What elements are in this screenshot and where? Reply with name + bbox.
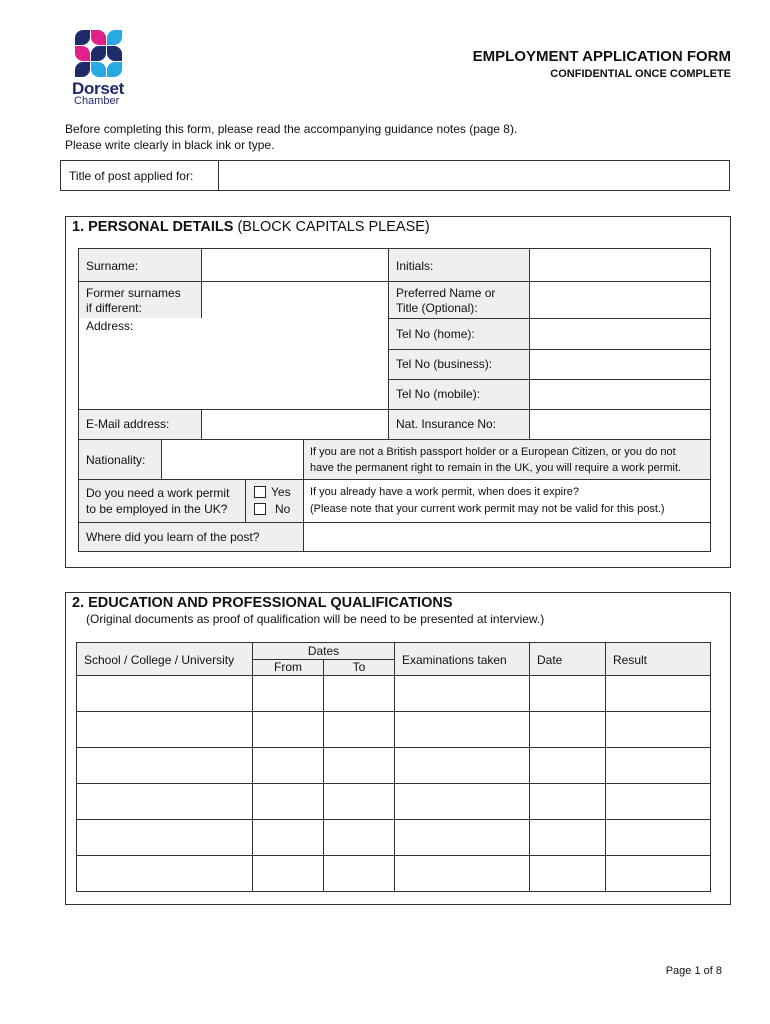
former-surname-input[interactable]	[201, 281, 389, 319]
divider	[245, 480, 246, 522]
from-input[interactable]	[252, 711, 324, 748]
intro-line-2: Please write clearly in black ink or type.	[65, 138, 275, 152]
from-input[interactable]	[252, 819, 324, 856]
school-input[interactable]	[76, 711, 253, 748]
passport-note-1: If you are not a British passport holder or a European Citizen, or you do not	[310, 446, 676, 458]
preferred-name-input[interactable]	[529, 281, 711, 319]
form-subtitle: CONFIDENTIAL ONCE COMPLETE	[550, 68, 731, 80]
logo-text: Dorset	[72, 79, 125, 98]
col-from-label: From	[274, 660, 302, 674]
logo-square	[75, 30, 90, 45]
from-input[interactable]	[252, 747, 324, 784]
email-input[interactable]	[201, 409, 389, 440]
date-input[interactable]	[529, 855, 606, 892]
result-input[interactable]	[605, 675, 711, 712]
school-input[interactable]	[76, 747, 253, 784]
surname-label-cell	[78, 248, 202, 282]
nationality-input[interactable]	[161, 439, 304, 480]
school-input[interactable]	[76, 819, 253, 856]
initials-input[interactable]	[529, 248, 711, 282]
to-input[interactable]	[323, 675, 395, 712]
result-input[interactable]	[605, 783, 711, 820]
date-input[interactable]	[529, 819, 606, 856]
col-dates-label: Dates	[307, 644, 340, 658]
learn-label: Where did you learn of the post?	[86, 530, 260, 544]
date-input[interactable]	[529, 675, 606, 712]
post-label: Title of post applied for:	[69, 169, 194, 183]
col-result-header	[605, 642, 711, 676]
page-number: Page 1 of 8	[665, 965, 722, 977]
section-1-heading: 1. PERSONAL DETAILS	[72, 219, 234, 235]
school-input[interactable]	[76, 783, 253, 820]
col-exams-label: Examinations taken	[402, 653, 507, 667]
address-label: Address:	[86, 319, 134, 333]
col-date-label: Date	[537, 653, 563, 667]
work-permit-yes-label: Yes	[271, 485, 291, 499]
email-label: E-Mail address:	[86, 417, 170, 431]
work-permit-yes-checkbox[interactable]	[254, 486, 266, 498]
form-title: EMPLOYMENT APPLICATION FORM	[472, 48, 731, 65]
to-input[interactable]	[323, 819, 395, 856]
expiry-question: If you already have a work permit, when does it expire?	[310, 486, 580, 498]
school-input[interactable]	[76, 855, 253, 892]
tel-business-label-cell	[388, 349, 530, 380]
tel-business-label: Tel No (business):	[396, 357, 493, 371]
from-input[interactable]	[252, 675, 324, 712]
exams-input[interactable]	[394, 783, 530, 820]
col-school-header	[76, 642, 253, 676]
tel-mobile-label-cell	[388, 379, 530, 410]
preferred-name-label-1: Preferred Name or	[396, 286, 496, 300]
date-input[interactable]	[529, 783, 606, 820]
work-permit-cell	[78, 479, 304, 523]
from-input[interactable]	[252, 783, 324, 820]
section-1-suffix: (BLOCK CAPITALS PLEASE)	[237, 219, 430, 235]
school-input[interactable]	[76, 675, 253, 712]
section-2-subtitle: (Original documents as proof of qualification will be need to be presented at interview.)	[86, 612, 545, 626]
email-label-cell	[78, 409, 202, 440]
ni-label-cell	[388, 409, 530, 440]
passport-note-2: have the permanent right to remain in the UK, you will require a work permit.	[310, 462, 682, 474]
learn-input[interactable]	[303, 522, 711, 552]
date-input[interactable]	[529, 711, 606, 748]
col-school-label: School / College / University	[84, 653, 235, 667]
learn-label-cell	[78, 522, 304, 552]
expiry-note: (Please note that your current work permit may not be valid for this post.)	[310, 503, 665, 515]
preferred-name-label-cell	[388, 281, 530, 319]
to-input[interactable]	[323, 855, 395, 892]
tel-mobile-input[interactable]	[529, 379, 711, 410]
logo-square	[91, 30, 106, 45]
logo-square	[107, 30, 122, 45]
logo-square	[91, 46, 106, 61]
logo-square	[75, 46, 90, 61]
preferred-name-label-2: Title (Optional):	[396, 301, 478, 315]
former-surname-label-cell	[78, 281, 202, 319]
nationality-label: Nationality:	[86, 453, 146, 467]
tel-mobile-label: Tel No (mobile):	[396, 387, 481, 401]
intro-line-1: Before completing this form, please read the accompanying guidance notes (page 8).	[65, 122, 518, 136]
work-permit-no-label: No	[275, 502, 291, 516]
col-date-header	[529, 642, 606, 676]
logo-subtext: Chamber	[74, 95, 120, 107]
nationality-label-cell	[78, 439, 162, 480]
exams-input[interactable]	[394, 747, 530, 784]
logo-square	[75, 62, 90, 77]
exams-input[interactable]	[394, 675, 530, 712]
ni-label: Nat. Insurance No:	[396, 417, 497, 431]
result-input[interactable]	[605, 711, 711, 748]
section-1-title	[72, 219, 430, 235]
surname-input[interactable]	[201, 248, 389, 282]
col-to-label: To	[352, 660, 366, 674]
to-input[interactable]	[323, 711, 395, 748]
passport-note-cell	[303, 439, 711, 480]
date-input[interactable]	[529, 747, 606, 784]
exams-input[interactable]	[394, 855, 530, 892]
tel-business-input[interactable]	[529, 349, 711, 380]
logo-square	[107, 46, 122, 61]
work-permit-expiry-input[interactable]	[303, 479, 711, 523]
result-input[interactable]	[605, 747, 711, 784]
tel-home-label: Tel No (home):	[396, 327, 475, 341]
work-permit-question-2: to be employed in the UK?	[86, 502, 228, 516]
initials-label: Initials:	[396, 259, 434, 273]
result-input[interactable]	[605, 819, 711, 856]
col-result-label: Result	[613, 653, 648, 667]
col-exams-header	[394, 642, 530, 676]
to-input[interactable]	[323, 747, 395, 784]
to-input[interactable]	[323, 783, 395, 820]
former-surname-label-2: if different:	[86, 301, 142, 315]
exams-input[interactable]	[394, 819, 530, 856]
from-input[interactable]	[252, 855, 324, 892]
work-permit-question-1: Do you need a work permit	[86, 486, 230, 500]
tel-home-label-cell	[388, 318, 530, 350]
surname-label: Surname:	[86, 259, 139, 273]
tel-home-input[interactable]	[529, 318, 711, 350]
logo-square	[91, 62, 106, 77]
exams-input[interactable]	[394, 711, 530, 748]
section-2-title: 2. EDUCATION AND PROFESSIONAL QUALIFICATIONS	[72, 595, 453, 611]
work-permit-no-checkbox[interactable]	[254, 503, 266, 515]
address-input[interactable]	[78, 318, 389, 410]
former-surname-label-1: Former surnames	[86, 286, 181, 300]
ni-input[interactable]	[529, 409, 711, 440]
col-dates-header	[252, 642, 395, 676]
initials-label-cell	[388, 248, 530, 282]
logo-square	[107, 62, 122, 77]
post-input[interactable]	[218, 160, 730, 191]
result-input[interactable]	[605, 855, 711, 892]
